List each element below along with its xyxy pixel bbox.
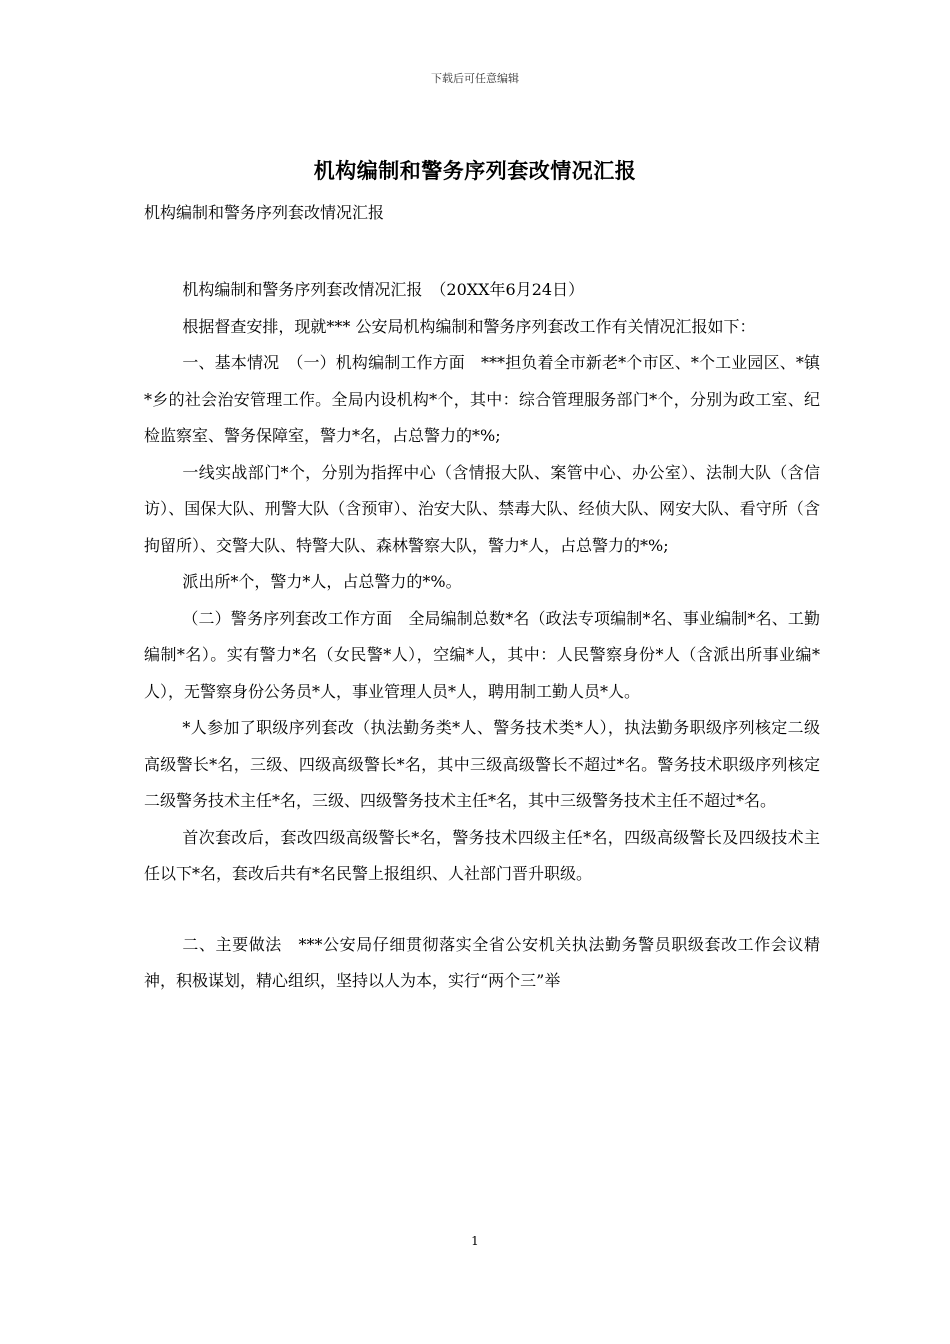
body-paragraph: 二、主要做法 ***公安局仔细贯彻落实全省公安机关执法勤务警员职级套改工作会议精神，积极谋划，精心组织，坚持以人为本，实行“两个三”举 xyxy=(144,934,820,990)
document-body xyxy=(144,272,820,1000)
page-number: 1 xyxy=(471,1234,479,1248)
report-heading-line: 机构编制和警务序列套改情况汇报 （20XX年6月24日） xyxy=(182,280,585,299)
body-paragraph: *人参加了职级序列套改（执法勤务类*人、警务技术类*人），执法勤务职级序列核定二级高级警长*名，三级、四级高级警长*名，其中三级高级警长不超过*名。警务技术职级序列核定二级警务技术主任*名，三级、四级警务技术主任*名，其中三级警务技术主任不超过*名。 xyxy=(144,718,820,810)
header-note: 下载后可任意编辑 xyxy=(431,72,519,85)
body-paragraph: 根据督查安排，现就*** 公安局机构编制和警务序列套改工作有关情况汇报如下： xyxy=(182,316,756,336)
document-title: 机构编制和警务序列套改情况汇报 xyxy=(313,158,637,183)
body-paragraph: 一线实战部门*个，分别为指挥中心（含情报大队、案管中心、办公室）、法制大队（含信访）、国保大队、刑警大队（含预审）、治安大队、禁毒大队、经侦大队、网安大队、看守所（含拘留所）、交警大队、特警大队、森林警察大队，警力*人，占总警力的*%; xyxy=(144,462,820,555)
body-paragraph: 派出所*个，警力*人，占总警力的*%。 xyxy=(182,572,462,591)
body-paragraph: 一、基本情况 （一）机构编制工作方面 ***担负着全市新老*个市区、*个工业园区、*镇*乡的社会治安管理工作。全局内设机构*个，其中：综合管理服务部门*个，分别为政工室、纪检监察室、警务保障室，警力*名，占总警力的*%; xyxy=(144,353,820,445)
body-paragraph: （二）警务序列套改工作方面 全局编制总数*名（政法专项编制*名、事业编制*名、工勤编制*名）。实有警力*名（女民警*人），空编*人，其中：人民警察身份*人（含派出所事业编*人），无警察身份公务员*人，事业管理人员*人，聘用制工勤人员*人。 xyxy=(144,608,820,701)
body-paragraph: 首次套改后，套改四级高级警长*名，警务技术四级主任*名，四级高级警长及四级技术主任以下*名，套改后共有*名民警上报组织、人社部门晋升职级。 xyxy=(144,827,820,883)
document-subtitle: 机构编制和警务序列套改情况汇报 xyxy=(144,203,385,222)
